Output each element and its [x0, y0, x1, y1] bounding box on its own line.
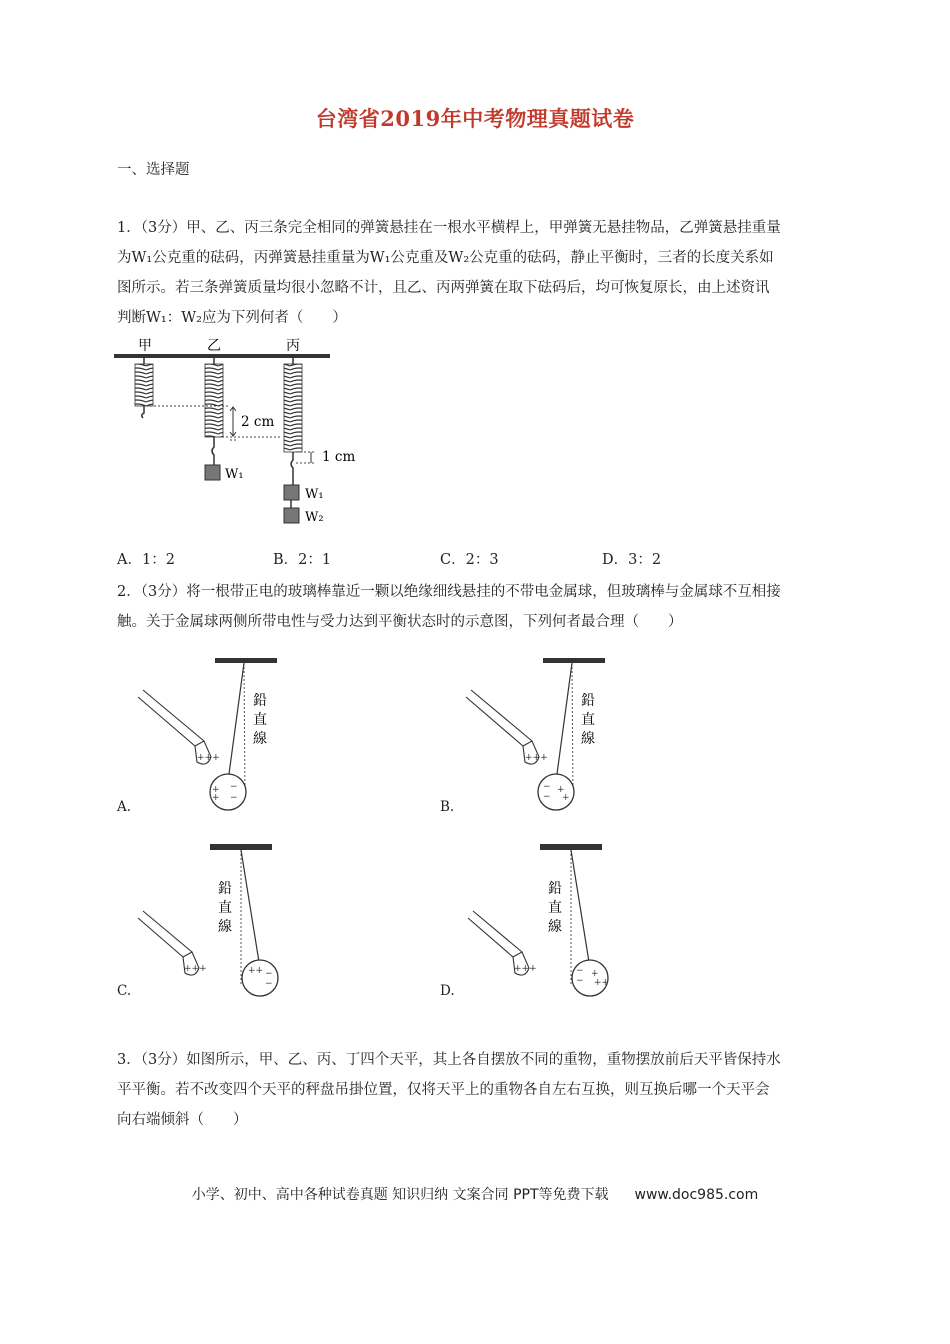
svg-text:++: ++: [248, 966, 264, 976]
question-2-line: 触。关于金属球两侧所带电性与受力达到平衡状态时的示意图，下列何者最合理（ ）: [117, 614, 683, 630]
figure-b: [463, 652, 623, 812]
spring-yi: [205, 358, 223, 480]
svg-text:−: −: [265, 979, 273, 989]
question-1-line: 判断W₁：W₂应为下列何者（ ）: [117, 310, 347, 326]
q2-option-a: A.: [117, 799, 132, 815]
question-1-line: 为W₁公克重的砝码，丙弹簧悬挂重量为W₁公克重及W₂公克重的砝码，静止平衡时，三者的长度关系如: [117, 250, 774, 266]
svg-text:+++: +++: [184, 964, 207, 974]
vertical-line-label-2: 直: [253, 712, 267, 728]
svg-text:−: −: [576, 966, 584, 976]
vertical-line-label-2: 直: [218, 900, 232, 916]
weight-w2: [284, 508, 299, 523]
svg-text:+: +: [212, 785, 220, 795]
question-3-line: 平平衡。若不改变四个天平的秤盘吊掛位置，仅将天平上的重物各自左右互换，则互换后哪一个天平会: [117, 1082, 770, 1098]
question-2-text: [117, 577, 877, 637]
spring-bing: [284, 358, 302, 523]
q2-option-b: B.: [440, 799, 455, 815]
weight-w1-second: [284, 485, 299, 500]
svg-text:+: +: [212, 793, 220, 803]
footer-url[interactable]: www.doc985.com: [634, 1187, 759, 1203]
svg-text:−: −: [576, 976, 584, 986]
label-w2: W₂: [305, 510, 324, 525]
dimension-1cm: 1 cm: [322, 449, 356, 465]
svg-text:+: +: [562, 793, 570, 803]
svg-text:−: −: [265, 969, 273, 979]
svg-text:−: −: [543, 782, 551, 792]
question-1-line: 图所示。若三条弹簧质量均很小忽略不计，且乙、丙两弹簧在取下砝码后，均可恢复原长，由上述资讯: [117, 280, 770, 296]
vertical-line-label-2: 直: [548, 900, 562, 916]
svg-text:++: ++: [594, 978, 610, 988]
label-w1: W₁: [225, 467, 244, 482]
svg-text:−: −: [230, 782, 238, 792]
figure-c: [135, 840, 295, 1000]
q1-option-b: B．2：1: [273, 552, 332, 568]
spring-label-yi: 乙: [207, 338, 221, 354]
svg-text:−: −: [230, 793, 238, 803]
vertical-line-label-3: 線: [253, 731, 267, 747]
question-3-line: 3．（3分）如图所示，甲、乙、丙、丁四个天平，其上各自摆放不同的重物，重物摆放前后天平皆保持水: [117, 1052, 781, 1068]
q2-option-c: C.: [117, 983, 132, 999]
vertical-line-label-3: 線: [548, 919, 562, 935]
page-footer: [0, 1184, 950, 1204]
vertical-line-label-3: 線: [218, 919, 232, 935]
vertical-line-label-1: 鉛: [253, 693, 267, 709]
horizontal-bar: [114, 354, 330, 358]
svg-text:+: +: [557, 785, 565, 795]
footer-text: 小学、初中、高中各种试卷真题 知识归纳 文案合同 PPT等免费下载: [191, 1187, 609, 1203]
figure-a: [135, 652, 295, 812]
figure-d: [465, 840, 625, 1000]
dimension-2cm: 2 cm: [241, 414, 275, 430]
vertical-line-label-1: 鉛: [218, 881, 232, 897]
question-1-text: [117, 213, 877, 333]
spring-label-jia: 甲: [138, 338, 152, 354]
page-title: 台湾省2019年中考物理真题试卷: [315, 106, 635, 131]
question-3-line: 向右端倾斜（ ）: [117, 1112, 248, 1128]
vertical-line-label-1: 鉛: [548, 881, 562, 897]
svg-text:−: −: [543, 792, 551, 802]
svg-text:+++: +++: [514, 964, 537, 974]
label-w1-second: W₁: [305, 487, 324, 502]
question-2-line: 2．（3分）将一根带正电的玻璃棒靠近一颗以绝缘细线悬挂的不带电金属球，但玻璃棒与金属球不互相接: [117, 584, 781, 600]
spring-jia: [135, 358, 153, 418]
q1-option-c: C．2：3: [440, 552, 499, 568]
section-heading: 一、选择题: [117, 162, 190, 178]
svg-text:+++: +++: [197, 753, 220, 763]
q2-option-d: D.: [440, 983, 455, 999]
q1-option-a: A．1：2: [117, 552, 175, 568]
question-3-text: [117, 1045, 877, 1135]
svg-text:+: +: [591, 969, 599, 979]
question-1-line: 1．（3分）甲、乙、丙三条完全相同的弹簧悬挂在一根水平横桿上，甲弹簧无悬挂物品，乙弹簧悬挂重量: [117, 220, 781, 236]
spring-label-bing: 丙: [286, 338, 300, 354]
vertical-line-label-3: 線: [581, 731, 595, 747]
spring-figure: [110, 335, 370, 530]
q1-option-d: D．3：2: [602, 552, 662, 568]
weight-w1: [205, 465, 220, 480]
svg-text:+++: +++: [525, 753, 548, 763]
vertical-line-label-1: 鉛: [581, 693, 595, 709]
vertical-line-label-2: 直: [581, 712, 595, 728]
